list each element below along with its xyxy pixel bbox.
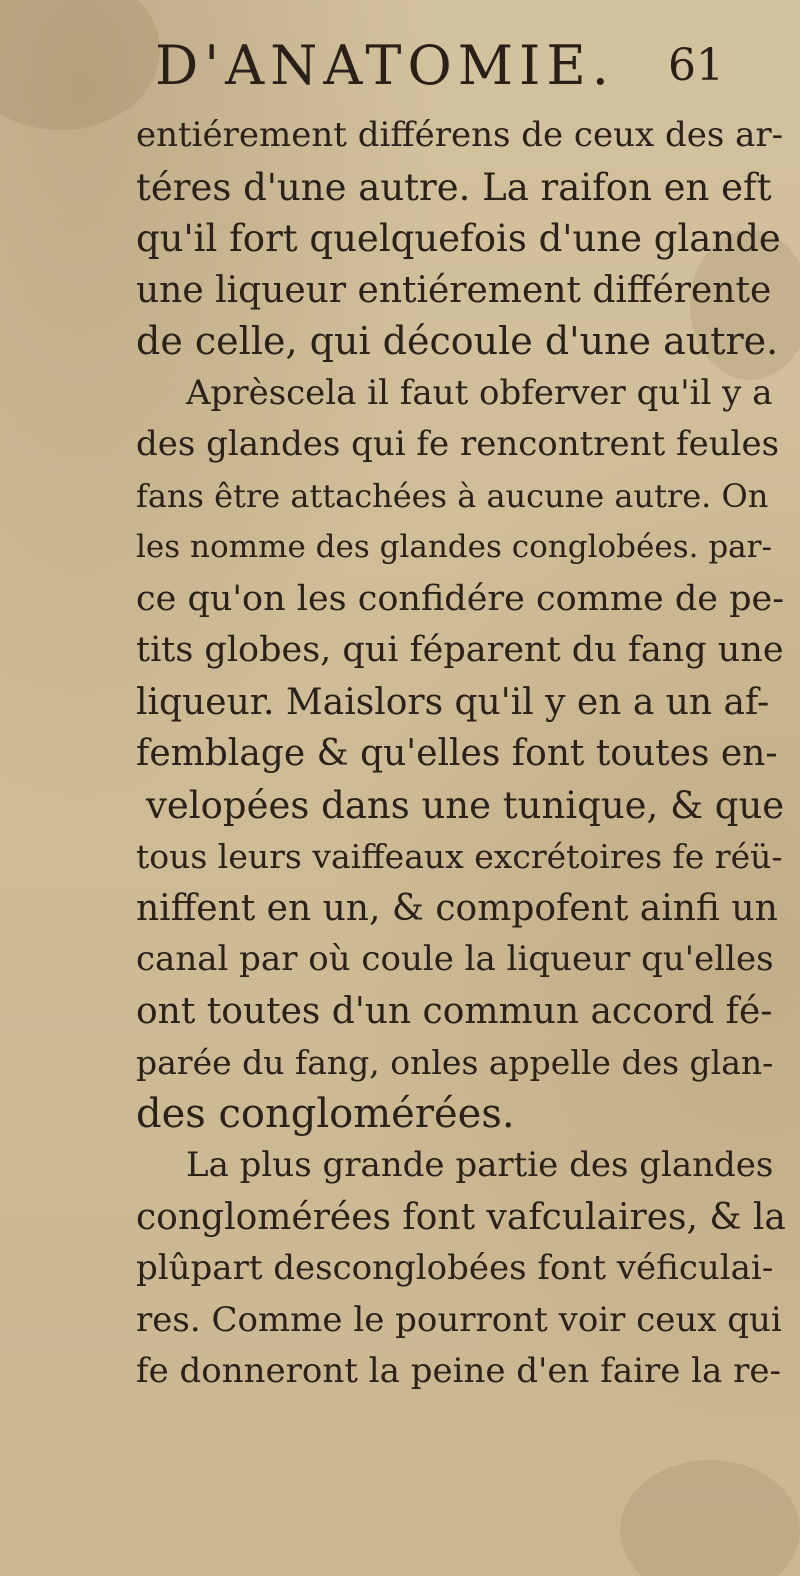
text-line: des conglomérées. <box>136 1090 515 1137</box>
body-text <box>136 110 786 1398</box>
text-line: canal par où coule la liqueur qu'elles <box>136 939 774 979</box>
text-line: plûpart desconglobées font véficulai- <box>136 1248 774 1288</box>
paper-stain <box>620 1460 800 1576</box>
paragraph-start-line: Aprèscela il faut obferver qu'il y a <box>186 372 773 413</box>
text-line: velopées dans une tunique, & que <box>146 783 785 827</box>
text-line: ce qu'on les confidére comme de pe- <box>136 578 785 619</box>
text-line: res. Comme le pourront voir ceux qui <box>136 1299 782 1340</box>
text-line: liqueur. Maislors qu'il y en a un af- <box>136 681 770 723</box>
page-number: 61 <box>668 40 724 91</box>
text-line: femblage & qu'elles font toutes en- <box>136 733 778 774</box>
text-line: niffent en un, & compofent ainfi un <box>136 887 778 929</box>
text-line: entiérement différens de ceux des ar- <box>136 115 784 155</box>
text-line: de celle, qui découle d'une autre. <box>136 319 779 363</box>
text-line: une liqueur entiérement différente <box>136 269 772 311</box>
paragraph-start-line: La plus grande partie des glandes <box>186 1145 774 1185</box>
text-line: qu'il fort quelquefois d'une glande <box>136 217 781 260</box>
text-line: conglomérées font vafculaires, & la <box>136 1196 786 1238</box>
text-line: des glandes qui fe rencontrent feules <box>136 424 780 464</box>
page-header <box>0 30 800 110</box>
text-line: fe donneront la peine d'en faire la re- <box>136 1351 781 1391</box>
text-line: fans être attachées à aucune autre. On <box>136 476 769 515</box>
text-line: parée du fang, onles appelle des glan- <box>136 1043 774 1082</box>
text-line: les nomme des glandes conglobées. par- <box>136 529 772 565</box>
text-line: ont toutes d'un commun accord fé- <box>136 990 773 1032</box>
text-line: tous leurs vaiffeaux excrétoires fe réü- <box>136 837 783 876</box>
running-title: D'ANATOMIE. <box>155 34 615 97</box>
text-line: tits globes, qui féparent du fang une <box>136 630 784 670</box>
text-line: téres d'une autre. La raifon en eft <box>136 165 772 209</box>
